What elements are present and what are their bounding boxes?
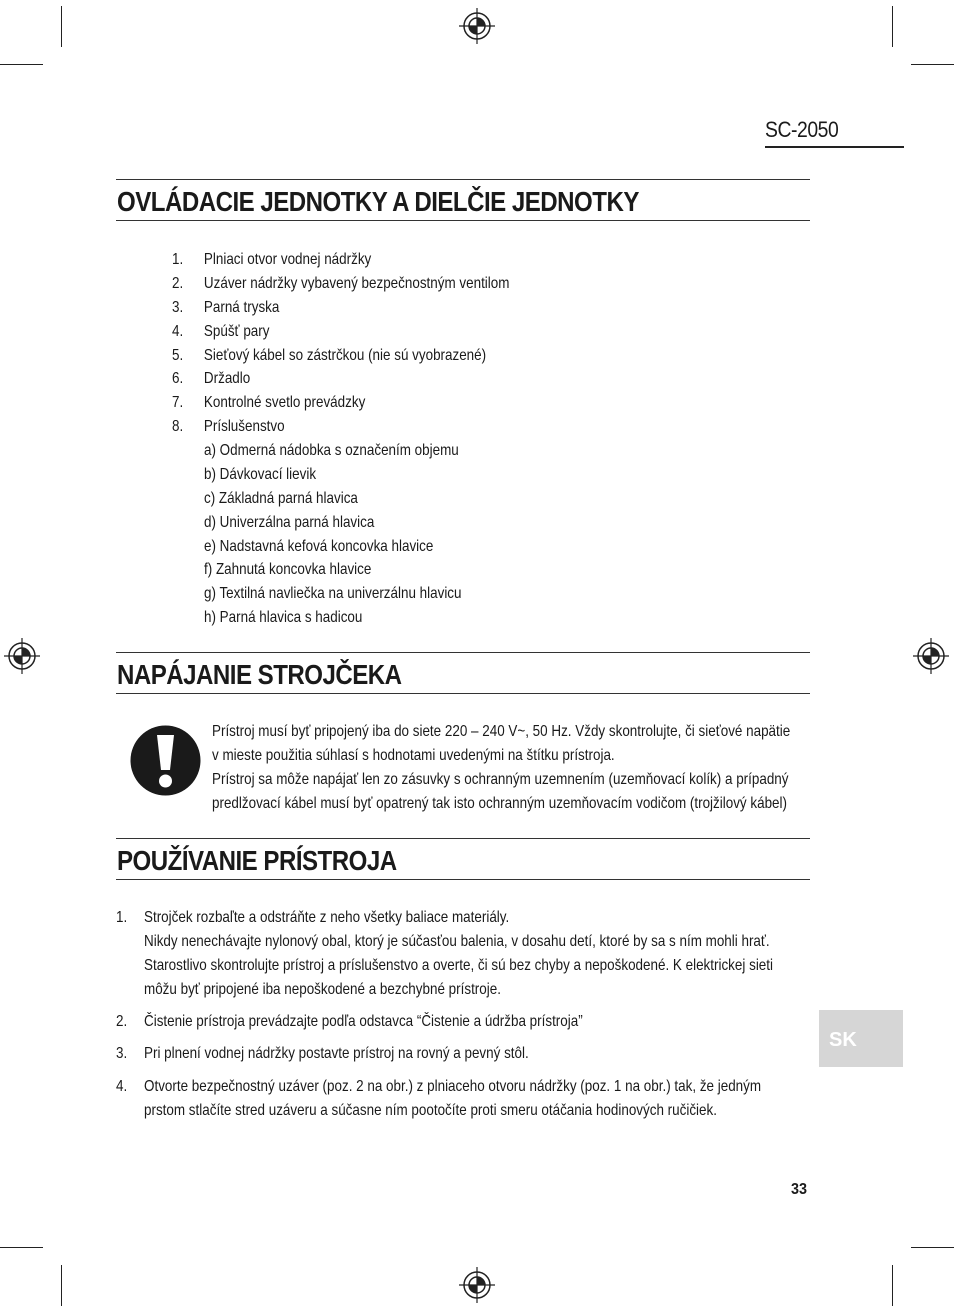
section-title: NAPÁJANIE STROJČEKA: [117, 659, 402, 690]
warning-line: Prístroj sa môže napájať len zo zásuvky s ochranným uzemnením (uzemňovací kolík) a prípadný: [212, 771, 789, 788]
list-item: c) Základná parná hlavica: [204, 489, 358, 507]
accessories-list: [204, 439, 511, 630]
section-title: OVLÁDACIE JEDNOTKY A DIELČIE JEDNOTKY: [117, 186, 639, 217]
list-item: b) Dávkovací lievik: [204, 465, 317, 483]
page-number: 33: [791, 1181, 808, 1198]
step-line: môžu byť pripojené iba nepoškodené a bezchybné prístroje.: [144, 981, 501, 998]
crop-mark: [61, 1265, 62, 1306]
crop-mark: [892, 6, 893, 47]
step-line: Strojček rozbaľte a odstráňte z neho všetky baliace materiály.: [144, 909, 510, 926]
section-heading-power: [116, 652, 810, 694]
crop-mark: [911, 64, 954, 65]
power-warning-text: [212, 720, 800, 816]
language-tab-label: SK: [829, 1029, 857, 1051]
step-line: Pri plnení vodnej nádržky postavte prístroj na rovný a pevný stôl.: [144, 1045, 529, 1062]
registration-mark-icon: [4, 638, 40, 674]
step-line: Starostlivo skontrolujte prístroj a príslušenstvo a overte, či sú bez chyby a nepoškodené. K elektrickej sieti: [144, 957, 774, 974]
list-item: 6. Držadlo: [172, 370, 251, 388]
section-heading-usage: [116, 838, 810, 880]
model-number: SC-2050: [765, 117, 839, 142]
crop-mark: [0, 64, 43, 65]
list-item: 7. Kontrolné svetlo prevádzky: [172, 394, 366, 412]
section-title: POUŽÍVANIE PRÍSTROJA: [117, 845, 397, 876]
list-item: 5. Sieťový kábel so zástrčkou (nie sú vyobrazené): [172, 346, 487, 364]
model-underline: [765, 146, 904, 148]
warning-line: Prístroj musí byť pripojený iba do siete 220 – 240 V~, 50 Hz. Vždy skontrolujte, či sieťové napätie: [212, 723, 791, 740]
crop-mark: [61, 6, 62, 47]
list-item: h) Parná hlavica s hadicou: [204, 609, 363, 627]
exclamation-circle-icon: [130, 725, 201, 796]
crop-mark: [892, 1265, 893, 1306]
list-item: 3. Parná tryska: [172, 298, 280, 316]
list-item: 2. Uzáver nádržky vybavený bezpečnostným ventilom: [172, 274, 510, 292]
crop-mark: [911, 1247, 954, 1248]
warning-line: v mieste použitia súhlasí s hodnotami uvedenými na štítku prístroja.: [212, 747, 615, 764]
list-item: 8. Príslušenstvo: [172, 418, 285, 436]
list-item: 4. Spúšť pary: [172, 322, 270, 340]
list-item: e) Nadstavná kefová koncovka hlavice: [204, 537, 434, 555]
step-line: Nikdy nenechávajte nylonový obal, ktorý je súčasťou balenia, v dosahu detí, ktoré by sa s ním mohli hrať.: [144, 933, 770, 950]
list-item: g) Textilná navliečka na univerzálnu hlavicu: [204, 585, 462, 603]
crop-mark: [0, 1247, 43, 1248]
list-item: d) Univerzálna parná hlavica: [204, 513, 375, 531]
warning-line: predlžovací kábel musí byť opatrený tak isto ochranným uzemňovacím vodičom (trojžilový kábel): [212, 795, 787, 812]
step-line: Otvorte bezpečnostný uzáver (poz. 2 na obr.) z plniaceho otvoru nádržky (poz. 1 na obr.) tak, že jedným: [144, 1078, 762, 1095]
registration-mark-icon: [913, 638, 949, 674]
registration-mark-icon: [459, 1267, 495, 1303]
step-line: Čistenie prístroja prevádzajte podľa odstavca “Čistenie a údržba prístroja”: [144, 1013, 583, 1030]
list-item: f) Zahnutá koncovka hlavice: [204, 561, 372, 579]
step-line: prstom stlačíte stred uzáveru a súčasne ním pootočíte proti smeru otáčania hodinových ručičiek.: [144, 1102, 717, 1119]
registration-mark-icon: [459, 8, 495, 44]
section-heading-controls: [116, 179, 810, 221]
language-tab: [819, 1010, 903, 1067]
list-item: 1. Plniaci otvor vodnej nádržky: [172, 251, 372, 268]
list-item: a) Odmerná nádobka s označením objemu: [204, 442, 459, 459]
controls-list: [172, 248, 574, 439]
